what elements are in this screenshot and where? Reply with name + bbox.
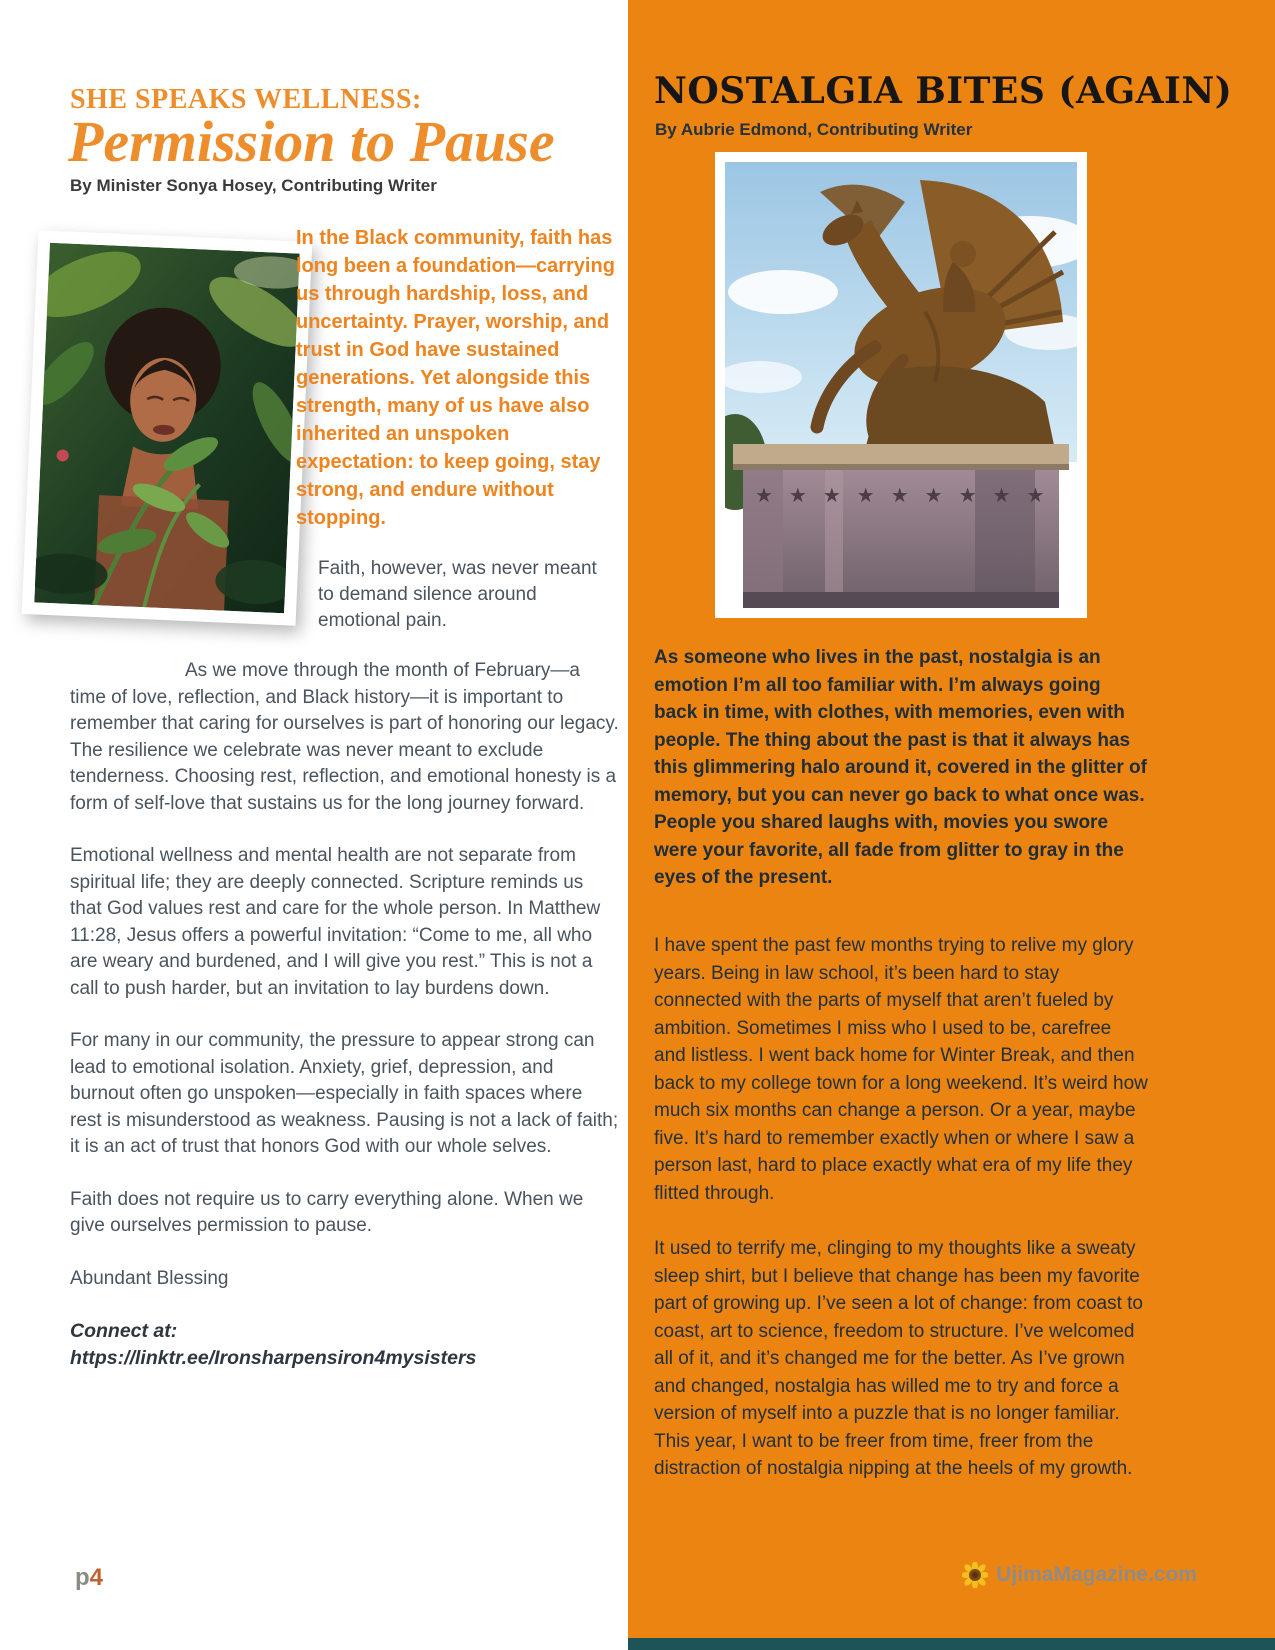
right-lead-paragraph: As someone who lives in the past, nostalgia is an emotion I’m all too familiar with. I’m always going back in time, with clothes, with memories, even with people. The thing about the past is that it always has this glimmering halo around it, covered in the glitter of memory, but you can never go back to what once was. People you shared laughs with, movies you swore were your favorite, all fade from glitter to gray in the eyes of the present.: [654, 647, 1147, 888]
left-paragraph-1: As we move through the month of February—a time of love, reflection, and Black history—it is important to remember that caring for ourselves is part of honoring our legacy. The resilience we celebrate was never meant to exclude tenderness. Choosing rest, reflection, and emotional honesty is a form of self-love that sustains us for the long journey forward.: [70, 660, 619, 814]
statue-photo: [715, 152, 1087, 618]
page-number-digit: 4: [89, 1564, 104, 1591]
right-paragraph-1: I have spent the past few months trying to relive my glory years. Being in law school, it’s been hard to stay connected with the parts of myself that aren’t fueled by ambition. Sometimes I miss who I used to be, carefree and listless. I went back home for Winter Break, and then back to my college town for a long weekend. It’s weird how much six months can change a person. Or a year, maybe five. It’s hard to remember exactly when or where I saw a person last, hard to place exactly what era of my life they flitted through.: [654, 935, 1148, 1204]
left-paragraph-4: Faith does not require us to carry everything alone. When we give ourselves permission to pause.: [70, 1188, 584, 1236]
right-article-body: [654, 932, 1148, 1511]
connect-link[interactable]: https://linktr.ee/Ironsharpensiron4mysisters: [70, 1347, 477, 1369]
bottom-accent-bar: [628, 1638, 1275, 1650]
site-url[interactable]: UjimaMagazine.com: [996, 1563, 1197, 1586]
wellness-photo-illustration: [34, 243, 299, 614]
wellness-photo: [22, 230, 312, 626]
right-article-title: NOSTALGIA BITES (AGAIN): [654, 70, 1233, 112]
connect-label: Connect at:: [70, 1320, 178, 1342]
left-paragraph-2: Emotional wellness and mental health are not separate from spiritual life; they are deeply connected. Scripture reminds us that God values rest and care for the whole person. In Matthew 11:28, Jesus offers a powerful invitation: “Come to me, all who are weary and burdened, and I will give you rest.” This is not a call to push harder, but an invitation to lay burdens down.: [70, 845, 601, 999]
svg-text:★★★★★★★★★: ★★★★★★★★★: [755, 485, 1061, 507]
statue-photo-illustration: [725, 162, 1077, 608]
left-article-title: Permission to Pause: [68, 109, 555, 174]
left-lead-paragraph: In the Black community, faith has long been a foundation—carrying us through hardship, loss, and uncertainty. Prayer, worship, and trust in God have sustained generations. Yet alongside this strength, many of us have also inherited an unspoken expectation: to keep going, stay strong, and endure without stopping.: [296, 227, 615, 529]
page-number-letter: p: [75, 1564, 90, 1591]
right-article-byline: By Aubrie Edmond, Contributing Writer: [655, 120, 973, 139]
section-kicker: SHE SPEAKS WELLNESS:: [70, 84, 422, 115]
left-sublead-paragraph: Faith, however, was never meant to demand silence around emotional pain.: [318, 558, 597, 631]
right-paragraph-2: It used to terrify me, clinging to my thoughts like a sweaty sleep shirt, but I believe that change has been my favorite part of growing up. I’ve seen a lot of change: from coast to coast, art to science, freedom to structure. I’ve welcomed all of it, and it’s changed me for the better. As I’ve grown and changed, nostalgia has willed me to try and force a version of myself into a puzzle that is no longer familiar. This year, I want to be freer from time, freer from the distraction of nostalgia nipping at the heels of my growth.: [654, 1238, 1143, 1479]
site-footer: [962, 1562, 1197, 1588]
page-number: [75, 1564, 103, 1592]
left-article-byline: By Minister Sonya Hosey, Contributing Writer: [70, 176, 437, 195]
sunflower-icon: [962, 1562, 988, 1588]
connect-block: [70, 1318, 619, 1372]
closing-line: Abundant Blessing: [70, 1267, 229, 1289]
left-paragraph-3: For many in our community, the pressure to appear strong can lead to emotional isolation. Anxiety, grief, depression, and burnout often go unspoken—especially in faith spaces where rest is misunderstood as weakness. Pausing is not a lack of faith; it is an act of trust that honors God with our whole selves.: [70, 1030, 619, 1157]
left-article-body: [70, 658, 619, 1372]
